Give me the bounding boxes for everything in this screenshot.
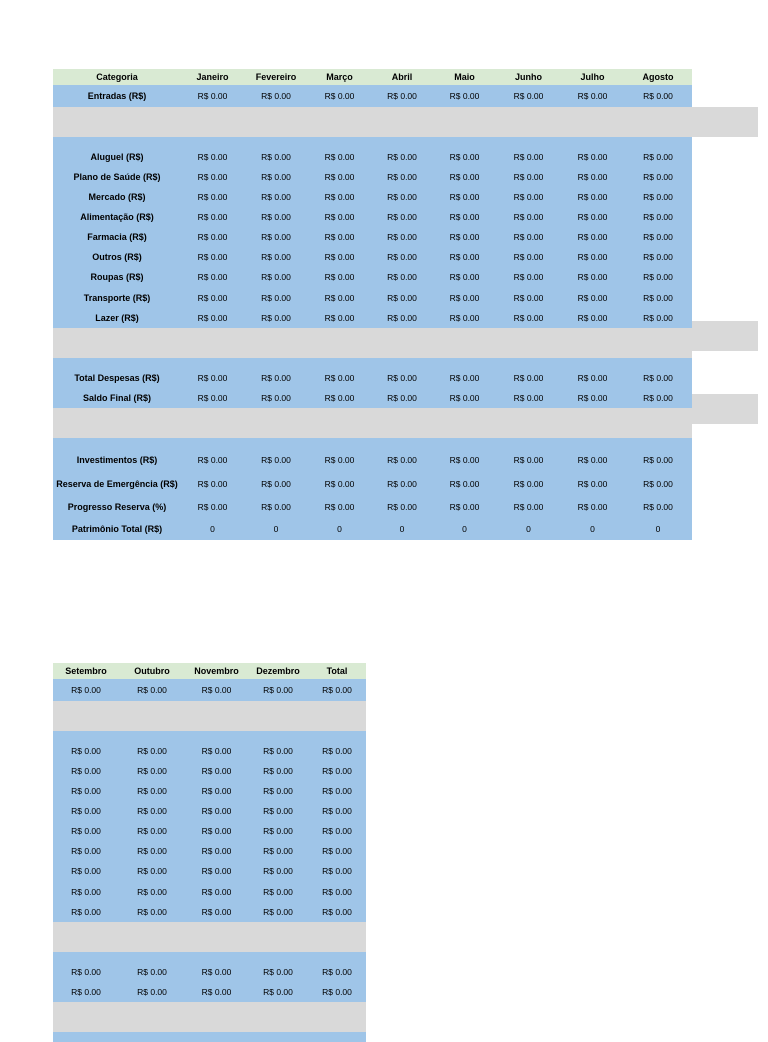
value-cell[interactable]: R$ 0.00 bbox=[244, 472, 308, 496]
spacer-row bbox=[53, 328, 692, 358]
value-cell[interactable]: R$ 0.00 bbox=[181, 496, 244, 518]
value-cell[interactable]: R$ 0.00 bbox=[433, 472, 496, 496]
value-cell[interactable]: R$ 0.00 bbox=[561, 207, 624, 227]
table-row bbox=[53, 207, 692, 227]
value-cell[interactable]: R$ 0.00 bbox=[119, 679, 185, 701]
column-header[interactable]: Março bbox=[308, 69, 371, 85]
table-row bbox=[53, 308, 692, 328]
table-row bbox=[53, 287, 692, 308]
value-cell[interactable]: R$ 0.00 bbox=[371, 227, 433, 247]
value-cell[interactable]: R$ 0.00 bbox=[244, 147, 308, 167]
value-cell[interactable]: R$ 0.00 bbox=[433, 368, 496, 388]
value-cell[interactable]: R$ 0.00 bbox=[433, 388, 496, 408]
column-header[interactable]: Total bbox=[308, 663, 366, 679]
table-row bbox=[53, 821, 366, 841]
value-cell[interactable]: R$ 0.00 bbox=[561, 85, 624, 107]
value-cell[interactable]: R$ 0.00 bbox=[496, 368, 561, 388]
value-cell[interactable]: R$ 0.00 bbox=[248, 821, 308, 841]
value-cell[interactable]: R$ 0.00 bbox=[308, 207, 371, 227]
value-cell[interactable]: R$ 0.00 bbox=[308, 388, 371, 408]
category-cell[interactable]: Progresso Reserva (%) bbox=[53, 496, 181, 518]
value-cell[interactable]: R$ 0.00 bbox=[308, 85, 371, 107]
category-cell[interactable]: Roupas (R$) bbox=[53, 267, 181, 287]
value-cell[interactable]: R$ 0.00 bbox=[496, 227, 561, 247]
gap-cell bbox=[53, 1032, 366, 1042]
gap-cell bbox=[53, 358, 692, 368]
value-cell[interactable]: R$ 0.00 bbox=[308, 472, 371, 496]
table-row bbox=[53, 496, 692, 518]
category-cell[interactable]: Mercado (R$) bbox=[53, 187, 181, 207]
gap-row bbox=[53, 438, 692, 448]
spacer-row bbox=[53, 701, 366, 731]
value-cell[interactable]: R$ 0.00 bbox=[308, 267, 371, 287]
value-cell[interactable]: R$ 0.00 bbox=[185, 881, 248, 902]
value-cell[interactable]: R$ 0.00 bbox=[181, 207, 244, 227]
value-cell[interactable]: R$ 0.00 bbox=[561, 167, 624, 187]
value-cell[interactable]: R$ 0.00 bbox=[624, 368, 692, 388]
value-cell[interactable]: 0 bbox=[624, 518, 692, 540]
table-row bbox=[53, 962, 366, 982]
value-cell[interactable]: R$ 0.00 bbox=[53, 881, 119, 902]
value-cell[interactable]: R$ 0.00 bbox=[433, 187, 496, 207]
value-cell[interactable]: 0 bbox=[433, 518, 496, 540]
value-cell[interactable]: R$ 0.00 bbox=[248, 841, 308, 861]
value-cell[interactable]: R$ 0.00 bbox=[119, 761, 185, 781]
value-cell[interactable]: R$ 0.00 bbox=[308, 679, 366, 701]
value-cell[interactable]: R$ 0.00 bbox=[624, 207, 692, 227]
value-cell[interactable]: 0 bbox=[371, 518, 433, 540]
spacer-cell bbox=[53, 701, 366, 731]
value-cell[interactable]: R$ 0.00 bbox=[624, 388, 692, 408]
value-cell[interactable]: R$ 0.00 bbox=[308, 741, 366, 761]
value-cell[interactable]: R$ 0.00 bbox=[248, 741, 308, 761]
value-cell[interactable]: R$ 0.00 bbox=[308, 247, 371, 267]
value-cell[interactable]: R$ 0.00 bbox=[433, 496, 496, 518]
category-cell[interactable]: Plano de Saúde (R$) bbox=[53, 167, 181, 187]
table-row bbox=[53, 147, 692, 167]
value-cell[interactable]: R$ 0.00 bbox=[433, 247, 496, 267]
value-cell[interactable]: R$ 0.00 bbox=[244, 308, 308, 328]
value-cell[interactable]: R$ 0.00 bbox=[244, 368, 308, 388]
value-cell[interactable]: R$ 0.00 bbox=[185, 841, 248, 861]
value-cell[interactable]: R$ 0.00 bbox=[244, 85, 308, 107]
value-cell[interactable]: R$ 0.00 bbox=[496, 496, 561, 518]
value-cell[interactable]: R$ 0.00 bbox=[119, 861, 185, 881]
value-cell[interactable]: R$ 0.00 bbox=[496, 187, 561, 207]
category-cell[interactable]: Lazer (R$) bbox=[53, 308, 181, 328]
value-cell[interactable]: R$ 0.00 bbox=[561, 448, 624, 472]
value-cell[interactable]: R$ 0.00 bbox=[185, 962, 248, 982]
value-cell[interactable]: R$ 0.00 bbox=[308, 781, 366, 801]
value-cell[interactable]: R$ 0.00 bbox=[308, 902, 366, 922]
value-cell[interactable]: R$ 0.00 bbox=[433, 147, 496, 167]
table-row bbox=[53, 448, 692, 472]
spacer-cell bbox=[53, 408, 692, 438]
value-cell[interactable]: R$ 0.00 bbox=[624, 247, 692, 267]
table-row bbox=[53, 472, 692, 496]
value-cell[interactable]: R$ 0.00 bbox=[624, 308, 692, 328]
value-cell[interactable]: R$ 0.00 bbox=[371, 85, 433, 107]
spacer-cell bbox=[53, 328, 692, 358]
value-cell[interactable]: R$ 0.00 bbox=[624, 147, 692, 167]
value-cell[interactable]: R$ 0.00 bbox=[371, 308, 433, 328]
value-cell[interactable]: R$ 0.00 bbox=[185, 741, 248, 761]
value-cell[interactable]: R$ 0.00 bbox=[119, 781, 185, 801]
spacer-cell bbox=[53, 107, 692, 137]
value-cell[interactable]: R$ 0.00 bbox=[624, 287, 692, 308]
value-cell[interactable]: R$ 0.00 bbox=[185, 861, 248, 881]
value-cell[interactable]: R$ 0.00 bbox=[248, 679, 308, 701]
value-cell[interactable]: R$ 0.00 bbox=[496, 287, 561, 308]
value-cell[interactable]: R$ 0.00 bbox=[244, 207, 308, 227]
value-cell[interactable]: R$ 0.00 bbox=[496, 247, 561, 267]
table-row bbox=[53, 982, 366, 1002]
value-cell[interactable]: R$ 0.00 bbox=[496, 207, 561, 227]
table-row bbox=[53, 247, 692, 267]
gap-cell bbox=[53, 137, 692, 147]
value-cell[interactable]: R$ 0.00 bbox=[181, 267, 244, 287]
value-cell[interactable]: R$ 0.00 bbox=[433, 227, 496, 247]
gap-row bbox=[53, 137, 692, 147]
value-cell[interactable]: R$ 0.00 bbox=[433, 448, 496, 472]
value-cell[interactable]: R$ 0.00 bbox=[53, 902, 119, 922]
value-cell[interactable]: R$ 0.00 bbox=[53, 761, 119, 781]
gap-cell bbox=[53, 731, 366, 741]
table-row bbox=[53, 761, 366, 781]
spacer-row bbox=[53, 922, 366, 952]
value-cell[interactable]: R$ 0.00 bbox=[371, 167, 433, 187]
gap-row bbox=[53, 952, 366, 962]
column-header[interactable]: Setembro bbox=[53, 663, 119, 679]
value-cell[interactable]: R$ 0.00 bbox=[185, 902, 248, 922]
value-cell[interactable]: R$ 0.00 bbox=[244, 227, 308, 247]
value-cell[interactable]: R$ 0.00 bbox=[181, 147, 244, 167]
value-cell[interactable]: R$ 0.00 bbox=[119, 982, 185, 1002]
value-cell[interactable]: R$ 0.00 bbox=[371, 496, 433, 518]
value-cell[interactable]: R$ 0.00 bbox=[308, 881, 366, 902]
table-row bbox=[53, 679, 366, 701]
value-cell[interactable]: R$ 0.00 bbox=[561, 308, 624, 328]
category-cell[interactable]: Investimentos (R$) bbox=[53, 448, 181, 472]
table-row bbox=[53, 187, 692, 207]
value-cell[interactable]: R$ 0.00 bbox=[433, 85, 496, 107]
column-header[interactable]: Outubro bbox=[119, 663, 185, 679]
spacer-band-3 bbox=[692, 394, 758, 424]
spacer-row bbox=[53, 1002, 366, 1032]
value-cell[interactable]: R$ 0.00 bbox=[561, 227, 624, 247]
value-cell[interactable]: R$ 0.00 bbox=[371, 187, 433, 207]
value-cell[interactable]: R$ 0.00 bbox=[561, 267, 624, 287]
value-cell[interactable]: R$ 0.00 bbox=[371, 207, 433, 227]
value-cell[interactable]: R$ 0.00 bbox=[624, 167, 692, 187]
category-cell[interactable]: Transporte (R$) bbox=[53, 287, 181, 308]
value-cell[interactable]: R$ 0.00 bbox=[433, 308, 496, 328]
spreadsheet-table-sep-total bbox=[53, 663, 366, 1042]
value-cell[interactable]: R$ 0.00 bbox=[248, 881, 308, 902]
table-row bbox=[53, 801, 366, 821]
category-cell[interactable]: Outros (R$) bbox=[53, 247, 181, 267]
value-cell[interactable]: R$ 0.00 bbox=[371, 368, 433, 388]
table-row bbox=[53, 861, 366, 881]
table-row bbox=[53, 881, 366, 902]
spacer-cell bbox=[53, 922, 366, 952]
value-cell[interactable]: R$ 0.00 bbox=[244, 448, 308, 472]
gap-row bbox=[53, 731, 366, 741]
value-cell[interactable]: R$ 0.00 bbox=[624, 448, 692, 472]
value-cell[interactable]: R$ 0.00 bbox=[308, 962, 366, 982]
value-cell[interactable]: R$ 0.00 bbox=[371, 388, 433, 408]
value-cell[interactable]: R$ 0.00 bbox=[496, 308, 561, 328]
table-row bbox=[53, 741, 366, 761]
value-cell[interactable]: R$ 0.00 bbox=[308, 448, 371, 472]
value-cell[interactable]: R$ 0.00 bbox=[308, 147, 371, 167]
column-header[interactable]: Fevereiro bbox=[244, 69, 308, 85]
value-cell[interactable]: R$ 0.00 bbox=[119, 841, 185, 861]
column-header[interactable]: Julho bbox=[561, 69, 624, 85]
value-cell[interactable]: R$ 0.00 bbox=[308, 227, 371, 247]
value-cell[interactable]: R$ 0.00 bbox=[624, 267, 692, 287]
category-cell[interactable]: Saldo Final (R$) bbox=[53, 388, 181, 408]
value-cell[interactable]: R$ 0.00 bbox=[308, 821, 366, 841]
value-cell[interactable]: R$ 0.00 bbox=[185, 761, 248, 781]
category-cell[interactable]: Aluguel (R$) bbox=[53, 147, 181, 167]
value-cell[interactable]: R$ 0.00 bbox=[244, 496, 308, 518]
value-cell[interactable]: R$ 0.00 bbox=[308, 761, 366, 781]
table-row bbox=[53, 85, 692, 107]
value-cell[interactable]: R$ 0.00 bbox=[53, 982, 119, 1002]
value-cell[interactable]: R$ 0.00 bbox=[308, 187, 371, 207]
value-cell[interactable]: R$ 0.00 bbox=[181, 167, 244, 187]
category-cell[interactable]: Reserva de Emergência (R$) bbox=[53, 472, 181, 496]
value-cell[interactable]: R$ 0.00 bbox=[308, 841, 366, 861]
spacer-band-1 bbox=[692, 107, 758, 137]
value-cell[interactable]: R$ 0.00 bbox=[561, 247, 624, 267]
column-header[interactable]: Categoria bbox=[53, 69, 181, 85]
value-cell[interactable]: R$ 0.00 bbox=[119, 801, 185, 821]
table-row bbox=[53, 518, 692, 540]
value-cell[interactable]: R$ 0.00 bbox=[371, 147, 433, 167]
gap-row bbox=[53, 358, 692, 368]
value-cell[interactable]: R$ 0.00 bbox=[624, 496, 692, 518]
value-cell[interactable]: R$ 0.00 bbox=[561, 368, 624, 388]
value-cell[interactable]: R$ 0.00 bbox=[433, 267, 496, 287]
value-cell[interactable]: R$ 0.00 bbox=[496, 388, 561, 408]
spreadsheet-table-jan-aug bbox=[53, 69, 692, 540]
column-header[interactable]: Maio bbox=[433, 69, 496, 85]
table-row bbox=[53, 902, 366, 922]
value-cell[interactable]: R$ 0.00 bbox=[496, 267, 561, 287]
value-cell[interactable]: R$ 0.00 bbox=[119, 962, 185, 982]
value-cell[interactable]: R$ 0.00 bbox=[185, 821, 248, 841]
category-cell[interactable]: Alimentação (R$) bbox=[53, 207, 181, 227]
value-cell[interactable]: R$ 0.00 bbox=[53, 781, 119, 801]
value-cell[interactable]: R$ 0.00 bbox=[248, 962, 308, 982]
value-cell[interactable]: R$ 0.00 bbox=[53, 861, 119, 881]
value-cell[interactable]: R$ 0.00 bbox=[496, 448, 561, 472]
gap-cell bbox=[53, 952, 366, 962]
value-cell[interactable]: R$ 0.00 bbox=[119, 902, 185, 922]
value-cell[interactable]: R$ 0.00 bbox=[53, 679, 119, 701]
value-cell[interactable]: R$ 0.00 bbox=[371, 472, 433, 496]
value-cell[interactable]: R$ 0.00 bbox=[53, 841, 119, 861]
value-cell[interactable]: R$ 0.00 bbox=[561, 496, 624, 518]
value-cell[interactable]: R$ 0.00 bbox=[496, 85, 561, 107]
gap-row bbox=[53, 1032, 366, 1042]
value-cell[interactable]: R$ 0.00 bbox=[624, 227, 692, 247]
value-cell[interactable]: R$ 0.00 bbox=[244, 267, 308, 287]
value-cell[interactable]: R$ 0.00 bbox=[181, 187, 244, 207]
value-cell[interactable]: 0 bbox=[244, 518, 308, 540]
value-cell[interactable]: R$ 0.00 bbox=[308, 982, 366, 1002]
value-cell[interactable]: R$ 0.00 bbox=[248, 761, 308, 781]
column-header[interactable]: Janeiro bbox=[181, 69, 244, 85]
value-cell[interactable]: R$ 0.00 bbox=[244, 247, 308, 267]
value-cell[interactable]: R$ 0.00 bbox=[53, 821, 119, 841]
value-cell[interactable]: R$ 0.00 bbox=[181, 308, 244, 328]
value-cell[interactable]: R$ 0.00 bbox=[371, 267, 433, 287]
column-header[interactable]: Agosto bbox=[624, 69, 692, 85]
table-row bbox=[53, 167, 692, 187]
value-cell[interactable]: R$ 0.00 bbox=[433, 167, 496, 187]
value-cell[interactable]: R$ 0.00 bbox=[308, 496, 371, 518]
value-cell[interactable]: R$ 0.00 bbox=[185, 982, 248, 1002]
value-cell[interactable]: R$ 0.00 bbox=[181, 368, 244, 388]
value-cell[interactable]: R$ 0.00 bbox=[181, 247, 244, 267]
category-cell[interactable]: Total Despesas (R$) bbox=[53, 368, 181, 388]
column-header[interactable]: Novembro bbox=[185, 663, 248, 679]
value-cell[interactable]: R$ 0.00 bbox=[53, 962, 119, 982]
value-cell[interactable]: R$ 0.00 bbox=[496, 147, 561, 167]
table-row bbox=[53, 368, 692, 388]
spacer-row bbox=[53, 408, 692, 438]
value-cell[interactable]: R$ 0.00 bbox=[248, 902, 308, 922]
value-cell[interactable]: R$ 0.00 bbox=[181, 85, 244, 107]
header-row bbox=[53, 663, 366, 679]
value-cell[interactable]: R$ 0.00 bbox=[244, 167, 308, 187]
column-header[interactable]: Junho bbox=[496, 69, 561, 85]
value-cell[interactable]: R$ 0.00 bbox=[496, 472, 561, 496]
value-cell[interactable]: R$ 0.00 bbox=[244, 388, 308, 408]
category-cell[interactable]: Farmacia (R$) bbox=[53, 227, 181, 247]
value-cell[interactable]: R$ 0.00 bbox=[119, 741, 185, 761]
table-row bbox=[53, 267, 692, 287]
value-cell[interactable]: R$ 0.00 bbox=[561, 472, 624, 496]
gap-cell bbox=[53, 438, 692, 448]
value-cell[interactable]: R$ 0.00 bbox=[308, 861, 366, 881]
column-header[interactable]: Dezembro bbox=[248, 663, 308, 679]
category-cell[interactable]: Entradas (R$) bbox=[53, 85, 181, 107]
value-cell[interactable]: R$ 0.00 bbox=[244, 187, 308, 207]
value-cell[interactable]: R$ 0.00 bbox=[53, 801, 119, 821]
spacer-row bbox=[53, 107, 692, 137]
value-cell[interactable]: 0 bbox=[496, 518, 561, 540]
value-cell[interactable]: R$ 0.00 bbox=[181, 227, 244, 247]
value-cell[interactable]: R$ 0.00 bbox=[308, 167, 371, 187]
value-cell[interactable]: R$ 0.00 bbox=[244, 287, 308, 308]
table-row bbox=[53, 781, 366, 801]
category-cell[interactable]: Patrimônio Total (R$) bbox=[53, 518, 181, 540]
value-cell[interactable]: R$ 0.00 bbox=[371, 287, 433, 308]
value-cell[interactable]: R$ 0.00 bbox=[624, 472, 692, 496]
value-cell[interactable]: R$ 0.00 bbox=[181, 448, 244, 472]
value-cell[interactable]: R$ 0.00 bbox=[119, 881, 185, 902]
value-cell[interactable]: R$ 0.00 bbox=[248, 982, 308, 1002]
value-cell[interactable]: R$ 0.00 bbox=[624, 187, 692, 207]
value-cell[interactable]: R$ 0.00 bbox=[433, 207, 496, 227]
value-cell[interactable]: R$ 0.00 bbox=[248, 781, 308, 801]
value-cell[interactable]: R$ 0.00 bbox=[308, 368, 371, 388]
value-cell[interactable]: R$ 0.00 bbox=[561, 187, 624, 207]
value-cell[interactable]: R$ 0.00 bbox=[185, 679, 248, 701]
table-row bbox=[53, 388, 692, 408]
value-cell[interactable]: R$ 0.00 bbox=[561, 287, 624, 308]
value-cell[interactable]: R$ 0.00 bbox=[119, 821, 185, 841]
value-cell[interactable]: R$ 0.00 bbox=[308, 287, 371, 308]
value-cell[interactable]: R$ 0.00 bbox=[185, 801, 248, 821]
value-cell[interactable]: R$ 0.00 bbox=[308, 308, 371, 328]
value-cell[interactable]: R$ 0.00 bbox=[181, 388, 244, 408]
value-cell[interactable]: R$ 0.00 bbox=[53, 741, 119, 761]
header-row bbox=[53, 69, 692, 85]
value-cell[interactable]: R$ 0.00 bbox=[248, 861, 308, 881]
table-row bbox=[53, 841, 366, 861]
value-cell[interactable]: R$ 0.00 bbox=[561, 388, 624, 408]
value-cell[interactable]: R$ 0.00 bbox=[371, 247, 433, 267]
value-cell[interactable]: R$ 0.00 bbox=[496, 167, 561, 187]
column-header[interactable]: Abril bbox=[371, 69, 433, 85]
value-cell[interactable]: 0 bbox=[308, 518, 371, 540]
value-cell[interactable]: R$ 0.00 bbox=[181, 472, 244, 496]
value-cell[interactable]: R$ 0.00 bbox=[433, 287, 496, 308]
value-cell[interactable]: R$ 0.00 bbox=[185, 781, 248, 801]
table-row bbox=[53, 227, 692, 247]
value-cell[interactable]: 0 bbox=[561, 518, 624, 540]
value-cell[interactable]: R$ 0.00 bbox=[561, 147, 624, 167]
value-cell[interactable]: R$ 0.00 bbox=[371, 448, 433, 472]
spacer-cell bbox=[53, 1002, 366, 1032]
value-cell[interactable]: R$ 0.00 bbox=[308, 801, 366, 821]
spacer-band-2 bbox=[692, 321, 758, 351]
value-cell[interactable]: R$ 0.00 bbox=[248, 801, 308, 821]
value-cell[interactable]: R$ 0.00 bbox=[181, 287, 244, 308]
value-cell[interactable]: 0 bbox=[181, 518, 244, 540]
value-cell[interactable]: R$ 0.00 bbox=[624, 85, 692, 107]
